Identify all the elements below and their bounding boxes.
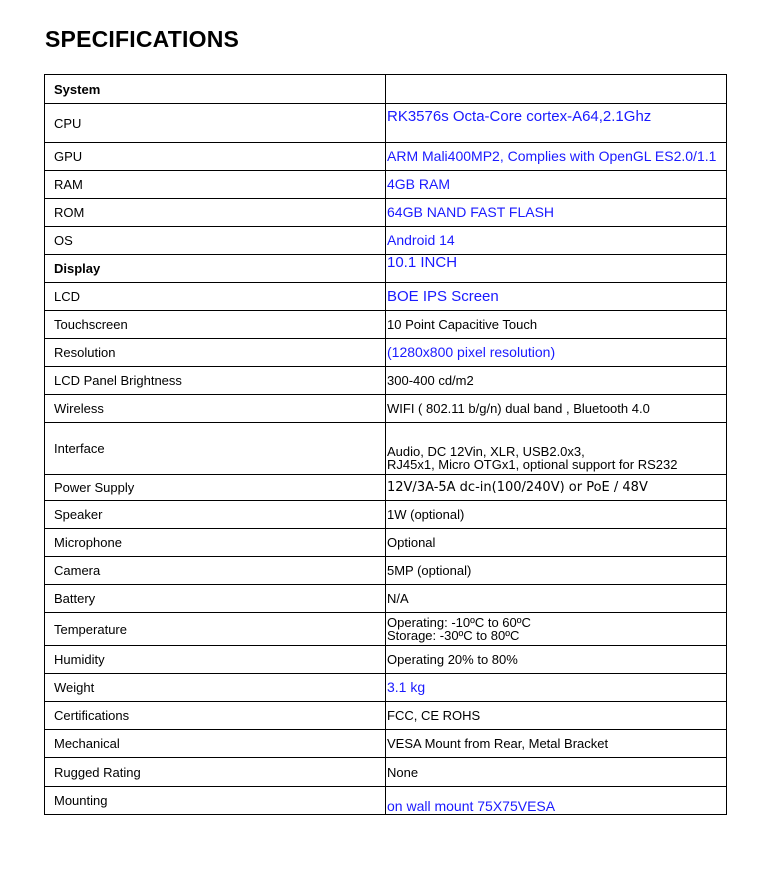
spec-value: VESA Mount from Rear, Metal Bracket xyxy=(386,730,727,758)
spec-row-rugged-rating xyxy=(45,758,727,787)
spec-label: Rugged Rating xyxy=(45,758,386,787)
spec-row-gpu xyxy=(45,143,727,171)
spec-value: ARM Mali400MP2, Complies with OpenGL ES2.0/1.1 xyxy=(386,143,727,171)
spec-label: ROM xyxy=(45,199,386,227)
spec-label: GPU xyxy=(45,143,386,171)
spec-value: RK3576s Octa-Core cortex-A64,2.1Ghz xyxy=(386,104,727,143)
spec-row-display xyxy=(45,255,727,283)
spec-label: Power Supply xyxy=(45,475,386,501)
spec-row-power-supply xyxy=(45,475,727,501)
spec-value: N/A xyxy=(386,585,727,613)
section-heading: System xyxy=(45,75,386,104)
spec-value: 4GB RAM xyxy=(386,171,727,199)
spec-row-mechanical xyxy=(45,730,727,758)
spec-label: Touchscreen xyxy=(45,311,386,339)
spec-row-os xyxy=(45,227,727,255)
spec-value: 1W (optional) xyxy=(386,501,727,529)
spec-label: Microphone xyxy=(45,529,386,557)
spec-row-resolution xyxy=(45,339,727,367)
spec-value xyxy=(386,423,727,475)
spec-row-temperature xyxy=(45,613,727,646)
section-heading: Display xyxy=(45,255,386,283)
spec-row-touchscreen xyxy=(45,311,727,339)
spec-label: Speaker xyxy=(45,501,386,529)
spec-value xyxy=(386,75,727,104)
spec-value-line: Audio, DC 12Vin, XLR, USB2.0x3, xyxy=(387,444,585,459)
spec-row-system xyxy=(45,75,727,104)
spec-row-battery xyxy=(45,585,727,613)
spec-label: Certifications xyxy=(45,702,386,730)
spec-value: 10 Point Capacitive Touch xyxy=(386,311,727,339)
page-title: SPECIFICATIONS xyxy=(45,26,240,52)
spec-row-mounting xyxy=(45,787,727,815)
spec-label: Camera xyxy=(45,557,386,585)
spec-value: 3.1 kg xyxy=(386,674,727,702)
spec-row-lcd xyxy=(45,283,727,311)
spec-row-interface xyxy=(45,423,727,475)
spec-value: 64GB NAND FAST FLASH xyxy=(386,199,727,227)
spec-row-camera xyxy=(45,557,727,585)
spec-value: 10.1 INCH xyxy=(386,255,727,283)
spec-value: (1280x800 pixel resolution) xyxy=(386,339,727,367)
spec-value: on wall mount 75X75VESA xyxy=(386,787,727,815)
spec-label: CPU xyxy=(45,104,386,143)
spec-row-ram xyxy=(45,171,727,199)
spec-value: 5MP (optional) xyxy=(386,557,727,585)
spec-value: Optional xyxy=(386,529,727,557)
spec-value: Operating 20% to 80% xyxy=(386,646,727,674)
spec-label: Humidity xyxy=(45,646,386,674)
spec-value-line: Operating: -10ºC to 60ºC xyxy=(387,615,531,630)
spec-value-line: Storage: -30ºC to 80ºC xyxy=(387,628,520,643)
spec-label: Wireless xyxy=(45,395,386,423)
spec-label: Temperature xyxy=(45,613,386,646)
spec-value: WIFI ( 802.11 b/g/n) dual band , Bluetooth 4.0 xyxy=(386,395,727,423)
spec-label: LCD Panel Brightness xyxy=(45,367,386,395)
spec-row-rom xyxy=(45,199,727,227)
spec-label: RAM xyxy=(45,171,386,199)
spec-label: Interface xyxy=(45,423,386,475)
spec-value: FCC, CE ROHS xyxy=(386,702,727,730)
spec-label: Mounting xyxy=(45,787,386,815)
spec-row-weight xyxy=(45,674,727,702)
spec-row-speaker xyxy=(45,501,727,529)
spec-row-microphone xyxy=(45,529,727,557)
spec-row-certifications xyxy=(45,702,727,730)
specifications-table xyxy=(44,74,727,815)
spec-value-line: RJ45x1, Micro OTGx1, optional support for RS232 xyxy=(387,457,678,472)
spec-label: Weight xyxy=(45,674,386,702)
spec-label: LCD xyxy=(45,283,386,311)
spec-value: Android 14 xyxy=(386,227,727,255)
spec-row-cpu xyxy=(45,104,727,143)
spec-row-wireless xyxy=(45,395,727,423)
spec-value: 12V/3A-5A dc-in(100/240V) or PoE / 48V xyxy=(386,475,727,501)
spec-label: Battery xyxy=(45,585,386,613)
spec-row-lcd-panel-brightness xyxy=(45,367,727,395)
spec-value xyxy=(386,613,727,646)
spec-value: None xyxy=(386,758,727,787)
spec-label: Resolution xyxy=(45,339,386,367)
spec-row-humidity xyxy=(45,646,727,674)
spec-label: Mechanical xyxy=(45,730,386,758)
spec-value: 300-400 cd/m2 xyxy=(386,367,727,395)
spec-label: OS xyxy=(45,227,386,255)
spec-value: BOE IPS Screen xyxy=(386,283,727,311)
